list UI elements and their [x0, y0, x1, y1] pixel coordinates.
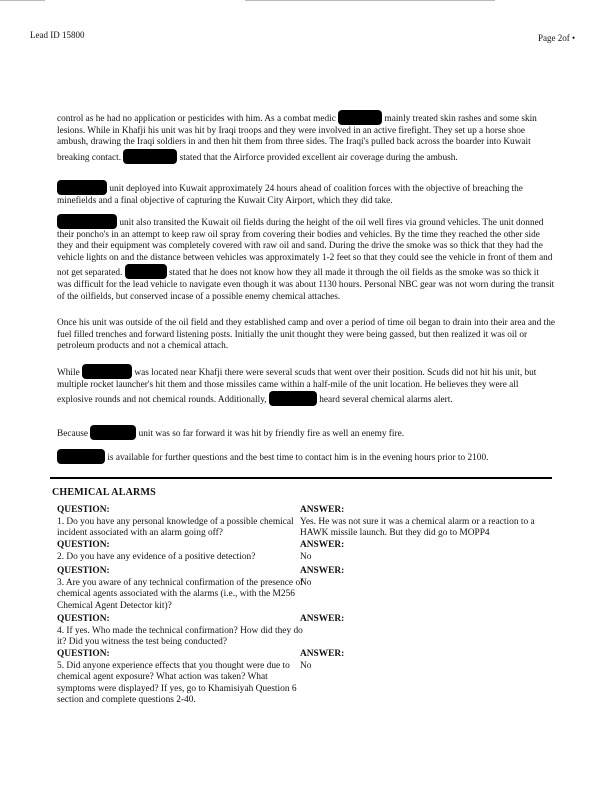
page-number: Page 2of • — [538, 33, 576, 43]
paragraph-text: stated that the Airforce provided excellent air coverage during the ambush. — [177, 152, 458, 163]
redaction-box — [338, 110, 382, 125]
paragraph-text: heard several chemical alarms alert. — [316, 395, 453, 406]
paragraph-6 — [57, 425, 555, 441]
paragraph-1 — [57, 110, 555, 164]
paragraph-text: stated that he does not know how they all made it through the oil fields as the smoke was so thick it was difficult for the lead vehicle to navigate even though it was about 1130 hours. Personal NBC gear was not worn during the transit of the oilfields, but conserved incase of a possible enemy chemical attaches. — [57, 268, 555, 302]
question-2 — [57, 540, 305, 563]
redaction-box — [123, 149, 177, 164]
paragraph-5 — [57, 364, 555, 407]
answer-3 — [300, 566, 562, 589]
paragraph-4 — [57, 318, 555, 353]
question-4 — [57, 614, 305, 649]
answer-5 — [300, 649, 562, 672]
redaction-box — [82, 364, 132, 379]
question-label: QUESTION: — [57, 566, 110, 576]
answer-label: ANSWER: — [300, 566, 345, 576]
paragraph-text: Once his unit was outside of the oil field and they established camp and over a period of time oil began to drain into their area and the fuel filled trenches and forward listening posts. Initially the unit thought they were being gassed, but then realized it was oil or petroleum products and not a chemical attach. — [57, 318, 556, 352]
answer-2 — [300, 540, 562, 563]
section-divider — [50, 477, 552, 479]
question-text: 1. Do you have any personal knowledge of a possible chemical incident associated with an alarm going off? — [57, 516, 294, 539]
question-text: 4. If yes. Who made the technical confirmation? How did they do it? Did you witness the test being conducted? — [57, 625, 303, 648]
lead-id: Lead ID 15800 — [30, 30, 85, 40]
redaction-box — [269, 391, 317, 406]
paragraph-text: unit was so far forward it was hit by friendly fire as well an enemy fire. — [136, 429, 405, 439]
question-1 — [57, 505, 305, 540]
paragraph-text: was located near Khafji there were several scuds that went over their position. Scuds did not hit his unit, but multiple rocket launcher's hit them and those missiles came within a half-mile of the unit location. He believes they were all explosive rounds and not chemical rounds. Additionally, — [57, 368, 537, 406]
answer-4 — [300, 614, 562, 626]
paragraph-7 — [57, 449, 555, 465]
question-label: QUESTION: — [57, 540, 110, 550]
redaction-box — [125, 264, 167, 279]
answer-text: No — [300, 577, 312, 588]
paragraph-text: unit also transited the Kuwait oil fields during the height of the oil well fires via ground vehicles. The unit donned their poncho's in an attempt to keep raw oil spray from covering their bodies and vehicles. By the time they reached the other side they and their equipment was completely covered with raw oil and sand. During the drive the smoke was so thick that they had the vehicle lights on and the distance between vehicles was approximately 1-2 feet so that they could see the vehicle in front of them and not get separated. — [57, 218, 553, 279]
header-rule-left — [0, 0, 45, 1]
answer-text: No — [300, 551, 312, 562]
question-label: QUESTION: — [57, 505, 110, 515]
question-text: 5. Did anyone experience effects that you thought were due to chemical agent exposure? What action was taken? What symptoms were displayed? If yes, go to Khamisiyah Question 6 section and complete questions 2-40. — [57, 660, 297, 706]
answer-label: ANSWER: — [300, 505, 345, 515]
paragraph-text: unit deployed into Kuwait approximately 24 hours ahead of coalition forces with the objective of breaching the minefields and a final objective of capturing the Kuwait City Airport, which they did take. — [57, 184, 523, 206]
paragraph-text: Because — [57, 429, 91, 439]
answer-label: ANSWER: — [300, 614, 345, 624]
redaction-box — [57, 180, 107, 195]
section-title: CHEMICAL ALARMS — [52, 487, 156, 498]
header-rule-middle — [245, 0, 495, 1]
paragraph-text: control as he had no application or pesticides with him. As a combat medic — [57, 114, 339, 124]
redaction-box — [57, 214, 117, 229]
redaction-box — [57, 449, 105, 464]
paragraph-text: While — [57, 368, 83, 378]
question-label: QUESTION: — [57, 649, 110, 659]
answer-text: Yes. He was not sure it was a chemical alarm or a reaction to a HAWK missile launch. But they did go to MOPP4 — [300, 516, 535, 539]
answer-text: No — [300, 660, 312, 671]
paragraph-text: mainly treated skin rashes and some skin lesions. While in Khafji his unit was hit by Iraqi troops and they were involved in an active firefight. They set up a horse shoe ambush, drawing the Iraqi soldiers in and then hit them from three sides. The Iraqi's pulled back across the boarder into Kuwait breaking contact. — [57, 114, 537, 163]
question-5 — [57, 649, 305, 707]
answer-1 — [300, 505, 562, 540]
paragraph-3 — [57, 214, 555, 303]
paragraph-text: is available for further questions and the best time to contact him is in the evening hours prior to 2100. — [105, 453, 489, 463]
question-3 — [57, 566, 305, 612]
question-text: 3. Are you aware of any technical confirmation of the presence of chemical agents associated with the alarms (i.e., with the M256 Chemical Agent Detector kit)? — [57, 577, 304, 611]
answer-label: ANSWER: — [300, 649, 345, 659]
answer-label: ANSWER: — [300, 540, 345, 550]
question-label: QUESTION: — [57, 614, 110, 624]
question-text: 2. Do you have any evidence of a positive detection? — [57, 551, 256, 562]
redaction-box — [90, 425, 136, 440]
paragraph-2 — [57, 180, 555, 207]
